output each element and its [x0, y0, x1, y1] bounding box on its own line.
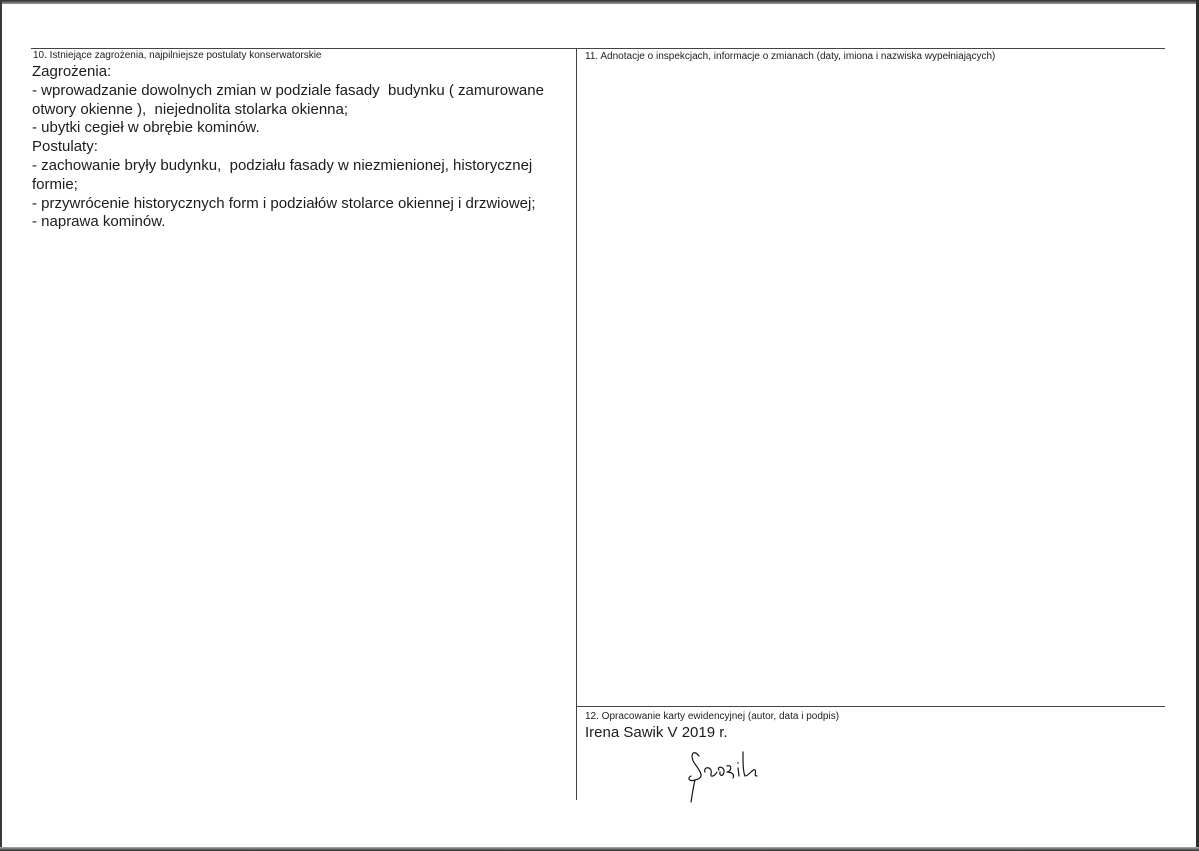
scan-edge-top [0, 0, 1199, 4]
section-12-divider [577, 706, 1165, 707]
handwritten-signature [683, 742, 773, 804]
scan-edge-left [0, 0, 2, 851]
form-column-divider [576, 48, 577, 800]
form-top-rule [31, 48, 1165, 49]
section-12-label: 12. Opracowanie karty ewidencyjnej (autor, data i podpis) [585, 711, 840, 722]
postulate-item: - przywrócenie historycznych form i podziałów stolarce okiennej i drzwiowej; [32, 194, 536, 212]
scan-edge-bottom [0, 847, 1199, 851]
threats-heading: Zagrożenia: [32, 63, 112, 80]
postulate-item: - naprawa kominów. [32, 213, 166, 231]
section-11-label: 11. Adnotacje o inspekcjach, informacje o zmianach (daty, imiona i nazwiska wypełniających) [585, 51, 996, 62]
section-10-label: 10. Istniejące zagrożenia, najpilniejsze postulaty konserwatorskie [33, 50, 322, 61]
author-and-date: Irena Sawik V 2019 r. [585, 724, 728, 741]
threat-item: - wprowadzanie dowolnych zmian w podziale fasady budynku ( zamurowane otwory okienne ), niejednolita stolarka okienna; [32, 81, 549, 118]
threat-item: - ubytki cegieł w obrębie kominów. [32, 119, 260, 137]
postulate-item: - zachowanie bryły budynku, podziału fasady w niezmienionej, historycznej formie; [32, 156, 537, 193]
threats-and-postulates [32, 63, 576, 232]
postulates-heading: Postulaty: [32, 138, 98, 156]
